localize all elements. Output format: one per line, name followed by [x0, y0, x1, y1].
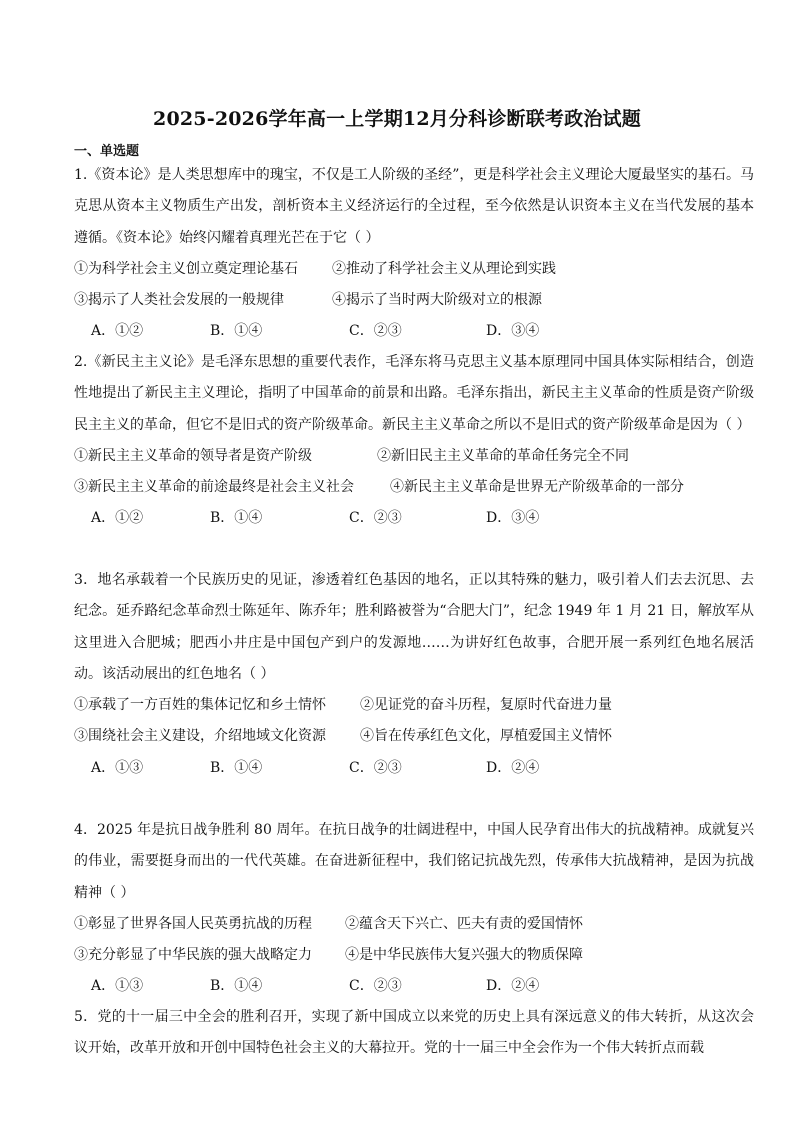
choice-d: D．②④: [486, 978, 540, 995]
option-3: ③围绕社会主义建设，介绍地域文化资源: [74, 728, 326, 745]
option-row: [74, 472, 754, 503]
option-1: ①彰显了世界各国人民英勇抗战的历程: [74, 915, 312, 932]
option-row: [74, 940, 754, 971]
option-1: ①为科学社会主义创立奠定理论基石: [74, 260, 298, 277]
answer-choices: [74, 316, 754, 347]
option-4: ④是中华民族伟大复兴强大的物质保障: [345, 947, 583, 964]
answer-choices: [74, 503, 754, 534]
question-stem: 5．党的十一届三中全会的胜利召开，实现了新中国成立以来党的历史上具有深远意义的伟大转折，从这次会议开始，改革开放和开创中国特色社会主义的大幕拉开。党的十一届三中全会作为一个伟大转折点而载: [74, 1009, 754, 1057]
choice-a: A．①③: [91, 759, 144, 776]
answer-choices: [74, 753, 754, 784]
option-row: [74, 285, 754, 316]
question-4: [74, 815, 754, 1003]
choice-a: A．①②: [91, 323, 144, 340]
option-1: ①承载了一方百姓的集体记忆和乡土情怀: [74, 697, 326, 714]
choice-b: B．①④: [210, 323, 263, 340]
question-1: [74, 160, 754, 348]
option-4: ④新民主主义革命是世界无产阶级革命的一部分: [390, 479, 684, 496]
question-stem: 4．2025 年是抗日战争胜利 80 周年。在抗日战争的壮阔进程中，中国人民孕育出伟大的抗战精神。成就复兴的伟业，需要挺身而出的一代代英雄。在奋进新征程中，我们铭记抗战先烈，传承伟大抗战精神，是因为抗战精神（ ）: [74, 822, 754, 901]
question-stem: 2.《新民主主义论》是毛泽东思想的重要代表作，毛泽东将马克思主义基本原理同中国具体实际相结合，创造性地提出了新民主主义理论，指明了中国革命的前景和出路。毛泽东指出，新民主主义革命的性质是资产阶级民主主义的革命，但它不是旧式的资产阶级革命。新民主主义革命之所以不是旧式的资产阶级革命是因为（ ）: [74, 354, 754, 433]
option-4: ④旨在传承红色文化，厚植爱国主义情怀: [360, 728, 612, 745]
choice-b: B．①④: [210, 978, 263, 995]
question-stem: 3．地名承载着一个民族历史的见证，渗透着红色基因的地名，正以其特殊的魅力，吸引着人们去去沉思、去纪念。延乔路纪念革命烈士陈延年、陈乔年；胜利路被誉为“合肥大门”，纪念 1949 年 1 月 21 日，解放军从这里进入合肥城；肥西小井庄是中国包产到户的发源地……为讲好红色故事，合肥开展一系列红色地名展活动。该活动展出的红色地名（ ）: [74, 572, 754, 682]
choice-c: C．②③: [349, 323, 402, 340]
option-row: [74, 909, 754, 940]
page-title: 2025-2026学年高一上学期12月分科诊断联考政治试题: [153, 108, 641, 130]
question-5: [74, 1002, 754, 1068]
question-stem: 1.《资本论》是人类思想库中的瑰宝，不仅是工人阶级的圣经”，更是科学社会主义理论大厦最坚实的基石。马克思从资本主义物质生产出发，剖析资本主义经济运行的全过程，至今依然是认识资本主义在当代发展的基本遵循。《资本论》始终闪耀着真理光芒在于它（ ）: [74, 167, 754, 246]
option-4: ④揭示了当时两大阶级对立的根源: [332, 292, 542, 309]
choice-c: C．②③: [349, 510, 402, 527]
section-heading: 一、单选题: [74, 144, 140, 159]
option-row: [74, 441, 754, 472]
choice-a: A．①②: [91, 510, 144, 527]
option-2: ②新旧民主主义革命的革命任务完全不同: [377, 447, 629, 464]
option-row: [74, 254, 754, 285]
option-row: [74, 690, 754, 721]
choice-c: C．②③: [349, 759, 402, 776]
choice-b: B．①④: [210, 759, 263, 776]
choice-c: C．②③: [349, 978, 402, 995]
option-row: [74, 721, 754, 752]
choice-d: D．③④: [486, 323, 540, 340]
option-3: ③充分彰显了中华民族的强大战略定力: [74, 947, 312, 964]
choice-b: B．①④: [210, 510, 263, 527]
option-2: ②推动了科学社会主义从理论到实践: [332, 260, 556, 277]
choice-d: D．②④: [486, 759, 540, 776]
option-2: ②见证党的奋斗历程，复原时代奋进力量: [360, 697, 612, 714]
choice-d: D．③④: [486, 510, 540, 527]
question-2: [74, 347, 754, 535]
answer-choices: [74, 971, 754, 1002]
choice-a: A．①③: [91, 978, 144, 995]
question-3: [74, 565, 754, 784]
option-2: ②蕴含天下兴亡、匹夫有责的爱国情怀: [345, 915, 583, 932]
option-1: ①新民主主义革命的领导者是资产阶级: [74, 447, 312, 464]
option-3: ③新民主主义革命的前途最终是社会主义社会: [74, 479, 354, 496]
option-3: ③揭示了人类社会发展的一般规律: [74, 292, 284, 309]
